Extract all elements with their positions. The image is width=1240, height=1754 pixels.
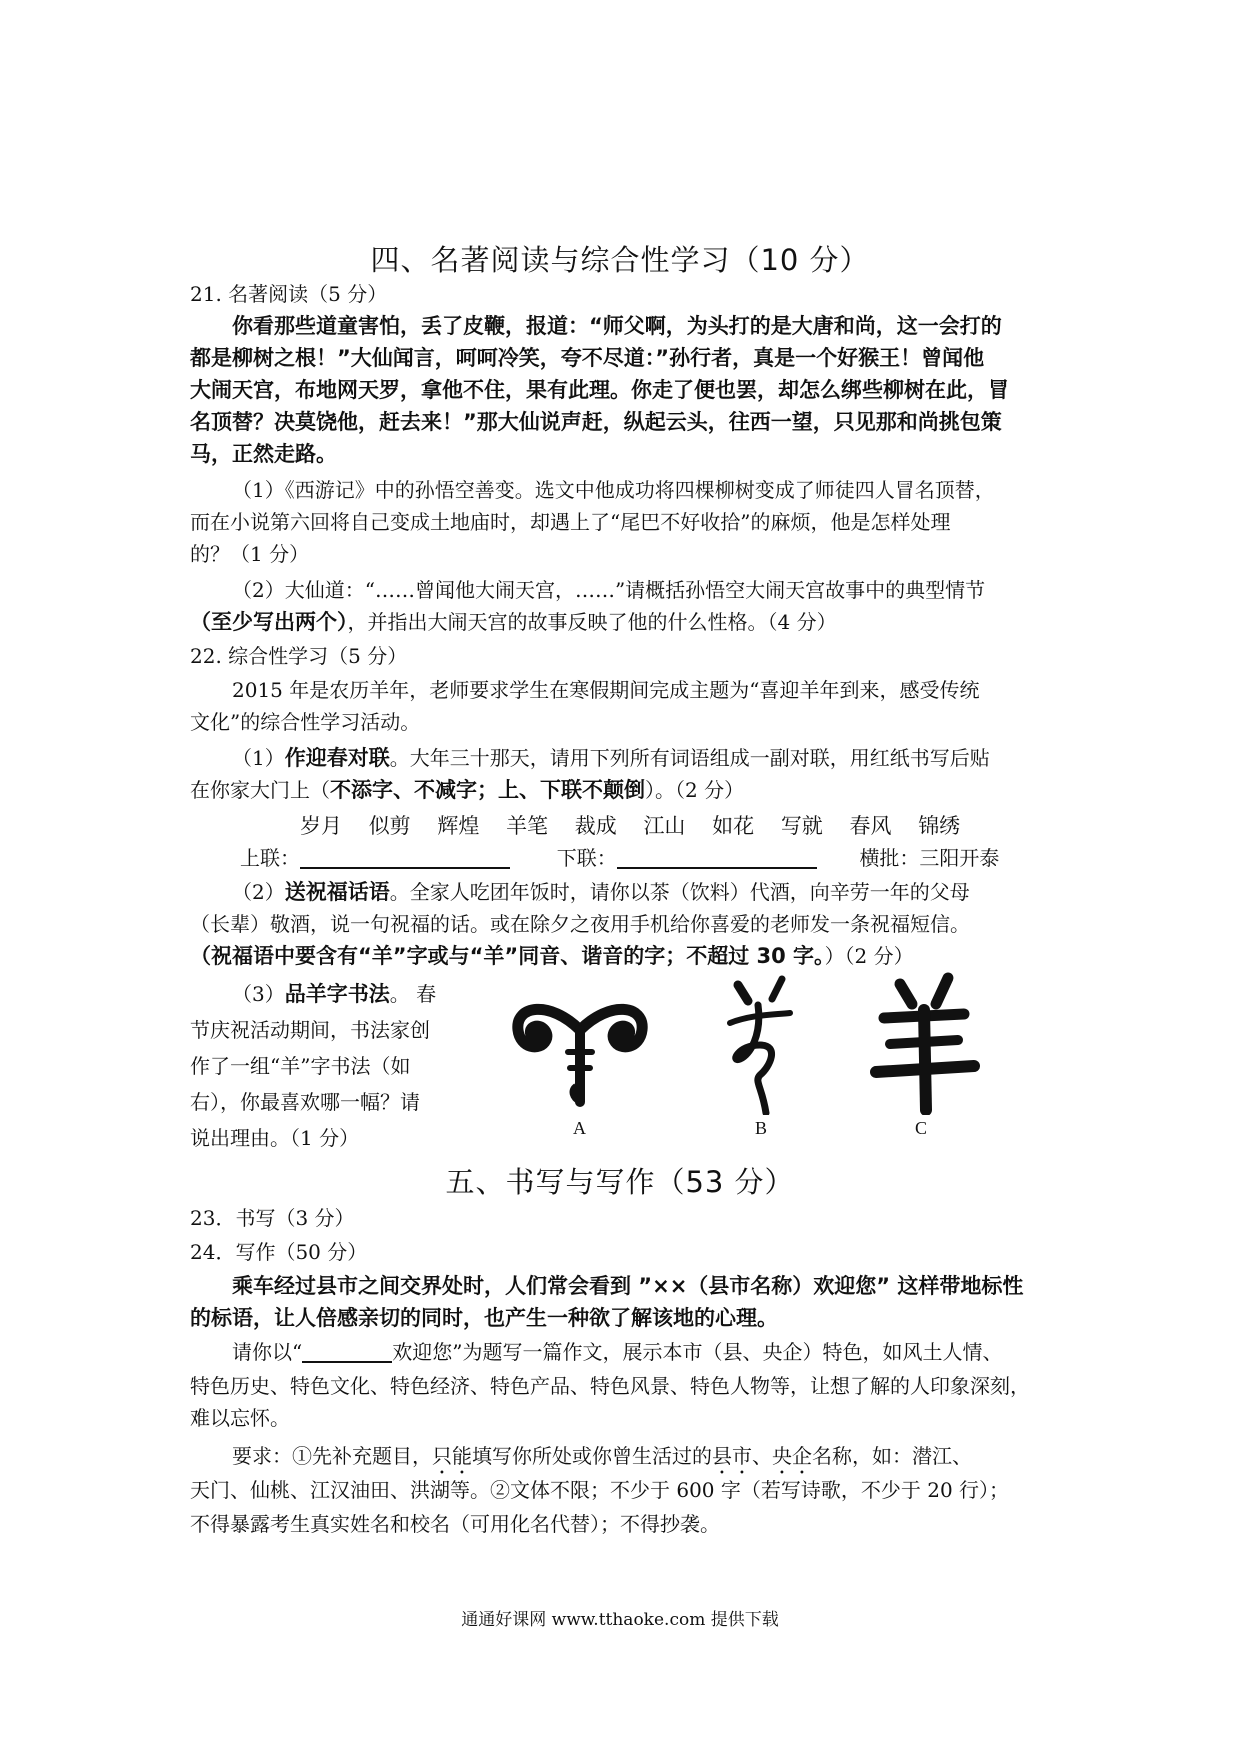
bold-note: （至少写出两个） <box>190 610 348 634</box>
q22-sub2-line: （长辈）敬酒，说一句祝福的话。或在除夕之夜用手机给你喜爱的老师发一条祝福短信。 <box>190 912 970 936</box>
emphasis-text: 只能 <box>432 1444 472 1468</box>
word-item: 辉煌 <box>437 814 480 838</box>
writing-task-line: 特色历史、特色文化、特色经济、特色产品、特色风景、特色人物等，让想了解的人印象深刻， <box>190 1374 1030 1398</box>
question-line: 而在小说第六回将自己变成土地庙时，却遇上了“尾巴不好收拾”的麻烦，他是怎样处理 <box>190 510 951 534</box>
question-text: 请你以“ <box>232 1340 303 1364</box>
word-item: 写就 <box>780 814 823 838</box>
section4-title: 四、名著阅读与综合性学习（10 分） <box>370 243 870 277</box>
sub-topic: 作迎春对联 <box>284 746 390 770</box>
q22-intro-line: 文化”的综合性学习活动。 <box>190 710 421 734</box>
q22-sub3-line: 右），你最喜欢哪一幅？请 <box>190 1090 420 1114</box>
question-line: 的？（1 分） <box>190 542 310 566</box>
question-text: 。全家人吃团年饭时，请你以茶（饮料）代酒，向辛劳一年的父母 <box>389 880 970 904</box>
question-text: 。 春 <box>389 982 437 1006</box>
q22-sub2-line <box>190 940 1060 972</box>
q21-heading: 21. 名著阅读（5 分） <box>190 282 388 306</box>
sub-number: （3） <box>232 982 285 1006</box>
word-item: 似剪 <box>368 814 411 838</box>
writing-task-line <box>232 1336 1102 1368</box>
glyph-label-c: C <box>915 1118 928 1138</box>
writing-task-line: 难以忘怀。 <box>190 1406 290 1430</box>
calligraphy-regular-yang-c <box>870 970 980 1115</box>
q22-sub3-line: 说出理由。（1 分） <box>190 1126 360 1150</box>
word-item: 裁成 <box>574 814 617 838</box>
passage-line: 大闹天宫，布地网天罗，拿他不住，果有此理。你走了便也罢，却怎么绑些柳树在此，冒 <box>190 378 1009 402</box>
q22-heading: 22. 综合性学习（5 分） <box>190 644 408 668</box>
title-blank[interactable] <box>302 1339 392 1363</box>
writing-prompt-line: 乘车经过县市之间交界处时，人们常会看到 ”××（县市名称）欢迎您” 这样带地标性 <box>232 1274 1024 1298</box>
footer-source: 通通好课网 www.tthaoke.com 提供下载 <box>461 1610 779 1630</box>
q22-sub3-line <box>232 978 462 1010</box>
question-text: 欢迎您”为题写一篇作文，展示本市（县、央企）特色，如风土人情、 <box>392 1340 1003 1364</box>
q22-sub3-line: 节庆祝活动期间，书法家创 <box>190 1018 430 1042</box>
question-text: 填写你所处或你曾生活过的 <box>472 1444 712 1468</box>
sub-number: （2） <box>232 880 285 904</box>
upper-couplet-blank[interactable] <box>300 845 510 869</box>
calligraphy-cursive-yang-b <box>710 975 810 1115</box>
q22-sub2-line <box>232 876 1102 908</box>
emphasis-text: 县市 <box>712 1444 752 1468</box>
q22-intro-line: 2015 年是农历羊年，老师要求学生在寒假期间完成主题为“喜迎羊年到来，感受传统 <box>232 678 980 702</box>
question-text: ）（2 分） <box>824 944 914 968</box>
word-item: 岁月 <box>300 814 342 838</box>
writing-requirement-line: 不得暴露考生真实姓名和校名（可用化名代替）；不得抄袭。 <box>190 1512 720 1536</box>
passage-line: 名顶替？决莫饶他，赶去来！”那大仙说声赶，纵起云头，往西一望，只见那和尚挑包策 <box>190 410 1002 434</box>
sub-topic: 品羊字书法 <box>284 982 390 1006</box>
question-text: 。大年三十那天，请用下列所有词语组成一副对联，用红纸书写后贴 <box>389 746 990 770</box>
passage-line: 你看那些道童害怕，丢了皮鞭，报道：“师父啊，为头打的是大唐和尚，这一会打的 <box>232 314 1002 338</box>
q22-sub1-line <box>190 774 1060 806</box>
q22-sub1-line <box>232 742 1102 774</box>
question-line: （2）大仙道：“……曾闻他大闹天宫，……”请概括孙悟空大闹天宫故事中的典型情节 <box>232 578 986 602</box>
question-line <box>190 606 1060 638</box>
sub-topic: 送祝福话语 <box>284 880 390 904</box>
passage-line: 马，正然走路。 <box>190 442 337 466</box>
question-text: 、 <box>752 1444 772 1468</box>
bold-note: 不添字、不减字；上、下联不颠倒 <box>330 778 645 802</box>
upper-couplet-label: 上联： <box>240 846 300 870</box>
q22-sub3-line: 作了一组“羊”字书法（如 <box>190 1054 411 1078</box>
question-text: ，并指出大闹天宫的故事反映了他的什么性格。（4 分） <box>347 610 837 634</box>
emphasis-text: 央企 <box>772 1444 812 1468</box>
word-item: 锦绣 <box>918 814 961 838</box>
word-item: 春风 <box>849 814 892 838</box>
question-text: 名称，如：潜江、 <box>812 1444 972 1468</box>
word-item: 羊笔 <box>506 814 549 838</box>
q23-heading: 23．书写（3 分） <box>190 1206 355 1230</box>
question-text: 在你家大门上（ <box>190 778 330 802</box>
word-item: 江山 <box>643 814 686 838</box>
glyph-label-b: B <box>755 1118 768 1138</box>
writing-prompt-line: 的标语，让人倍感亲切的同时，也产生一种欲了解该地的心理。 <box>190 1306 778 1330</box>
couplet-word-list <box>300 810 980 840</box>
bold-note: （祝福语中要含有“羊”字或与“羊”同音、谐音的字；不超过 30 字。 <box>190 944 825 968</box>
word-item: 如花 <box>712 814 755 838</box>
lower-couplet-blank[interactable] <box>617 845 817 869</box>
lower-couplet-label: 下联： <box>556 846 617 870</box>
q24-heading: 24．写作（50 分） <box>190 1240 368 1264</box>
glyph-label-a: A <box>573 1118 586 1138</box>
question-line: （1）《西游记》中的孙悟空善变。选文中他成功将四棵柳树变成了师徒四人冒名顶替， <box>232 478 995 502</box>
passage-line: 都是柳树之根！”大仙闻言，呵呵冷笑，夸不尽道：”孙行者，真是一个好猴王！曾闻他 <box>190 346 985 370</box>
sub-number: （1） <box>232 746 285 770</box>
horizontal-scroll: 横批：三阳开泰 <box>859 846 1000 870</box>
section5-title: 五、书写与写作（53 分） <box>445 1165 795 1199</box>
writing-requirement-line: 天门、仙桃、江汉油田、洪湖等。②文体不限；不少于 600 字（若写诗歌，不少于 20 行）； <box>190 1478 1010 1502</box>
calligraphy-ram-pictogram-a <box>510 990 650 1110</box>
question-text: 要求：①先补充题目， <box>232 1444 432 1468</box>
question-text: ）。（2 分） <box>645 778 745 802</box>
couplet-answer-line <box>240 842 1110 874</box>
